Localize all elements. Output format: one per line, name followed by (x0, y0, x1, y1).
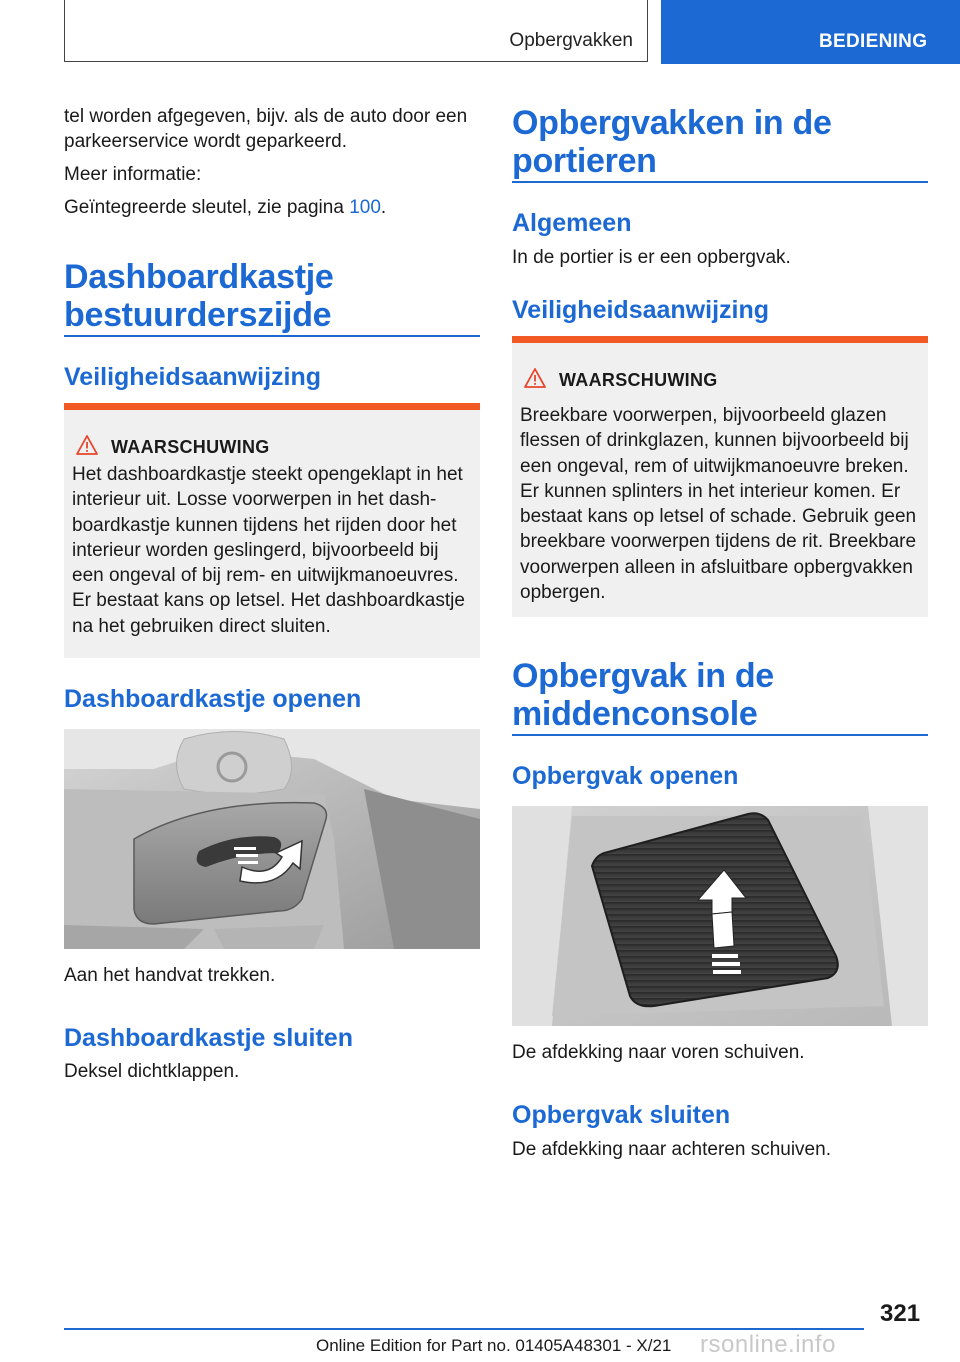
warning-line: een ongeval of bij rem- en uitwijkmanoeuvres. (72, 565, 459, 587)
heading-line: Opbergvakken in de (512, 104, 832, 142)
general-text: In de portier is er een opbergvak. (512, 247, 791, 268)
warning-line: interieur uit. Losse voorwerpen in het dash- (72, 489, 437, 511)
warning-text (72, 462, 476, 639)
warning-line: Er kunnen splinters in het interieur komen. Er (520, 480, 901, 502)
warning-line: Er bestaat kans op letsel. Het dashboardkastje (72, 590, 465, 612)
open-caption: Aan het handvat trekken. (64, 965, 276, 986)
heading-rule (64, 335, 480, 337)
warning-line: interieur worden geslingerd, bijvoorbeeld bij (72, 539, 439, 561)
footer-rule (64, 1328, 864, 1330)
heading-center-console (512, 657, 774, 733)
warning-line: flessen of drinkglazen, kunnen bijvoorbeeld bij (520, 430, 909, 452)
warning-line: breekbare voorwerpen tijdens de rit. Breekbare (520, 531, 917, 553)
subheading-open: Dashboardkastje openen (64, 685, 362, 713)
heading-line: bestuurderszijde (64, 296, 332, 334)
subheading-general: Algemeen (512, 209, 632, 237)
chapter-title: BEDIENING (819, 31, 928, 52)
close-text: Deksel dichtklappen. (64, 1061, 240, 1082)
warning-box (64, 403, 480, 658)
heading-line: middenconsole (512, 695, 758, 733)
warning-triangle-icon (76, 435, 98, 455)
warning-line: een ongeval, rem of uitwijkmanoeuvre breken. (520, 455, 909, 477)
warning-triangle-icon (524, 368, 546, 388)
heading-dashboard-box (64, 258, 334, 334)
subheading-close: Dashboardkastje sluiten (64, 1024, 353, 1052)
warning-line: na het gebruiken direct sluiten. (72, 615, 331, 637)
glovebox-image (64, 729, 480, 949)
heading-rule (512, 181, 928, 183)
open-caption: De afdekking naar voren schuiven. (512, 1042, 805, 1063)
section-title: Opbergvakken (509, 30, 633, 51)
console-image (512, 806, 928, 1026)
warning-line: voorwerpen alleen in afsluitbare opbergvakken (520, 556, 913, 578)
more-info-label: Meer informatie: (64, 164, 202, 185)
warning-title: WAARSCHUWING (111, 437, 270, 457)
subheading-safety: Veiligheidsaanwijzing (512, 296, 770, 324)
warning-box (512, 336, 928, 617)
subheading-close: Opbergvak sluiten (512, 1101, 731, 1129)
heading-line: portieren (512, 142, 657, 180)
warning-line: boardkastje kunnen tijdens het rijden door het (72, 514, 457, 536)
warning-line: Het dashboardkastje steekt opengeklapt in het (72, 464, 463, 485)
heading-line: Opbergvak in de (512, 657, 774, 695)
warning-line: opbergen. (520, 582, 606, 604)
watermark: rsonline.info (700, 1331, 836, 1358)
heading-door-compartments (512, 104, 832, 180)
intro-line: parkeerservice wordt geparkeerd. (64, 131, 348, 152)
page-reference (64, 195, 386, 220)
close-text: De afdekking naar achteren schuiven. (512, 1139, 831, 1160)
footer-edition: Online Edition for Part no. 01405A48301 - X/21 (316, 1336, 672, 1355)
warning-line: Breekbare voorwerpen, bijvoorbeeld glazen (520, 405, 887, 426)
warning-line: bestaat kans op letsel of schade. Gebruik geen (520, 506, 917, 528)
subheading-safety: Veiligheidsaanwijzing (64, 363, 322, 391)
page-number: 321 (880, 1300, 921, 1327)
heading-line: Dashboardkastje (64, 258, 334, 296)
console-illustration (512, 806, 928, 1026)
chapter-tab (661, 0, 960, 64)
running-header-box (64, 0, 648, 62)
reference-text: Geïntegreerde sleutel, zie pagina (64, 197, 350, 218)
warning-title: WAARSCHUWING (559, 370, 718, 390)
glovebox-illustration (64, 729, 480, 949)
heading-rule (512, 734, 928, 736)
subheading-open: Opbergvak openen (512, 762, 739, 790)
page-link[interactable]: 100 (349, 197, 381, 218)
intro-line: tel worden afgegeven, bijv. als de auto door een (64, 106, 468, 127)
reference-suffix: . (380, 197, 387, 218)
warning-text (520, 403, 924, 605)
